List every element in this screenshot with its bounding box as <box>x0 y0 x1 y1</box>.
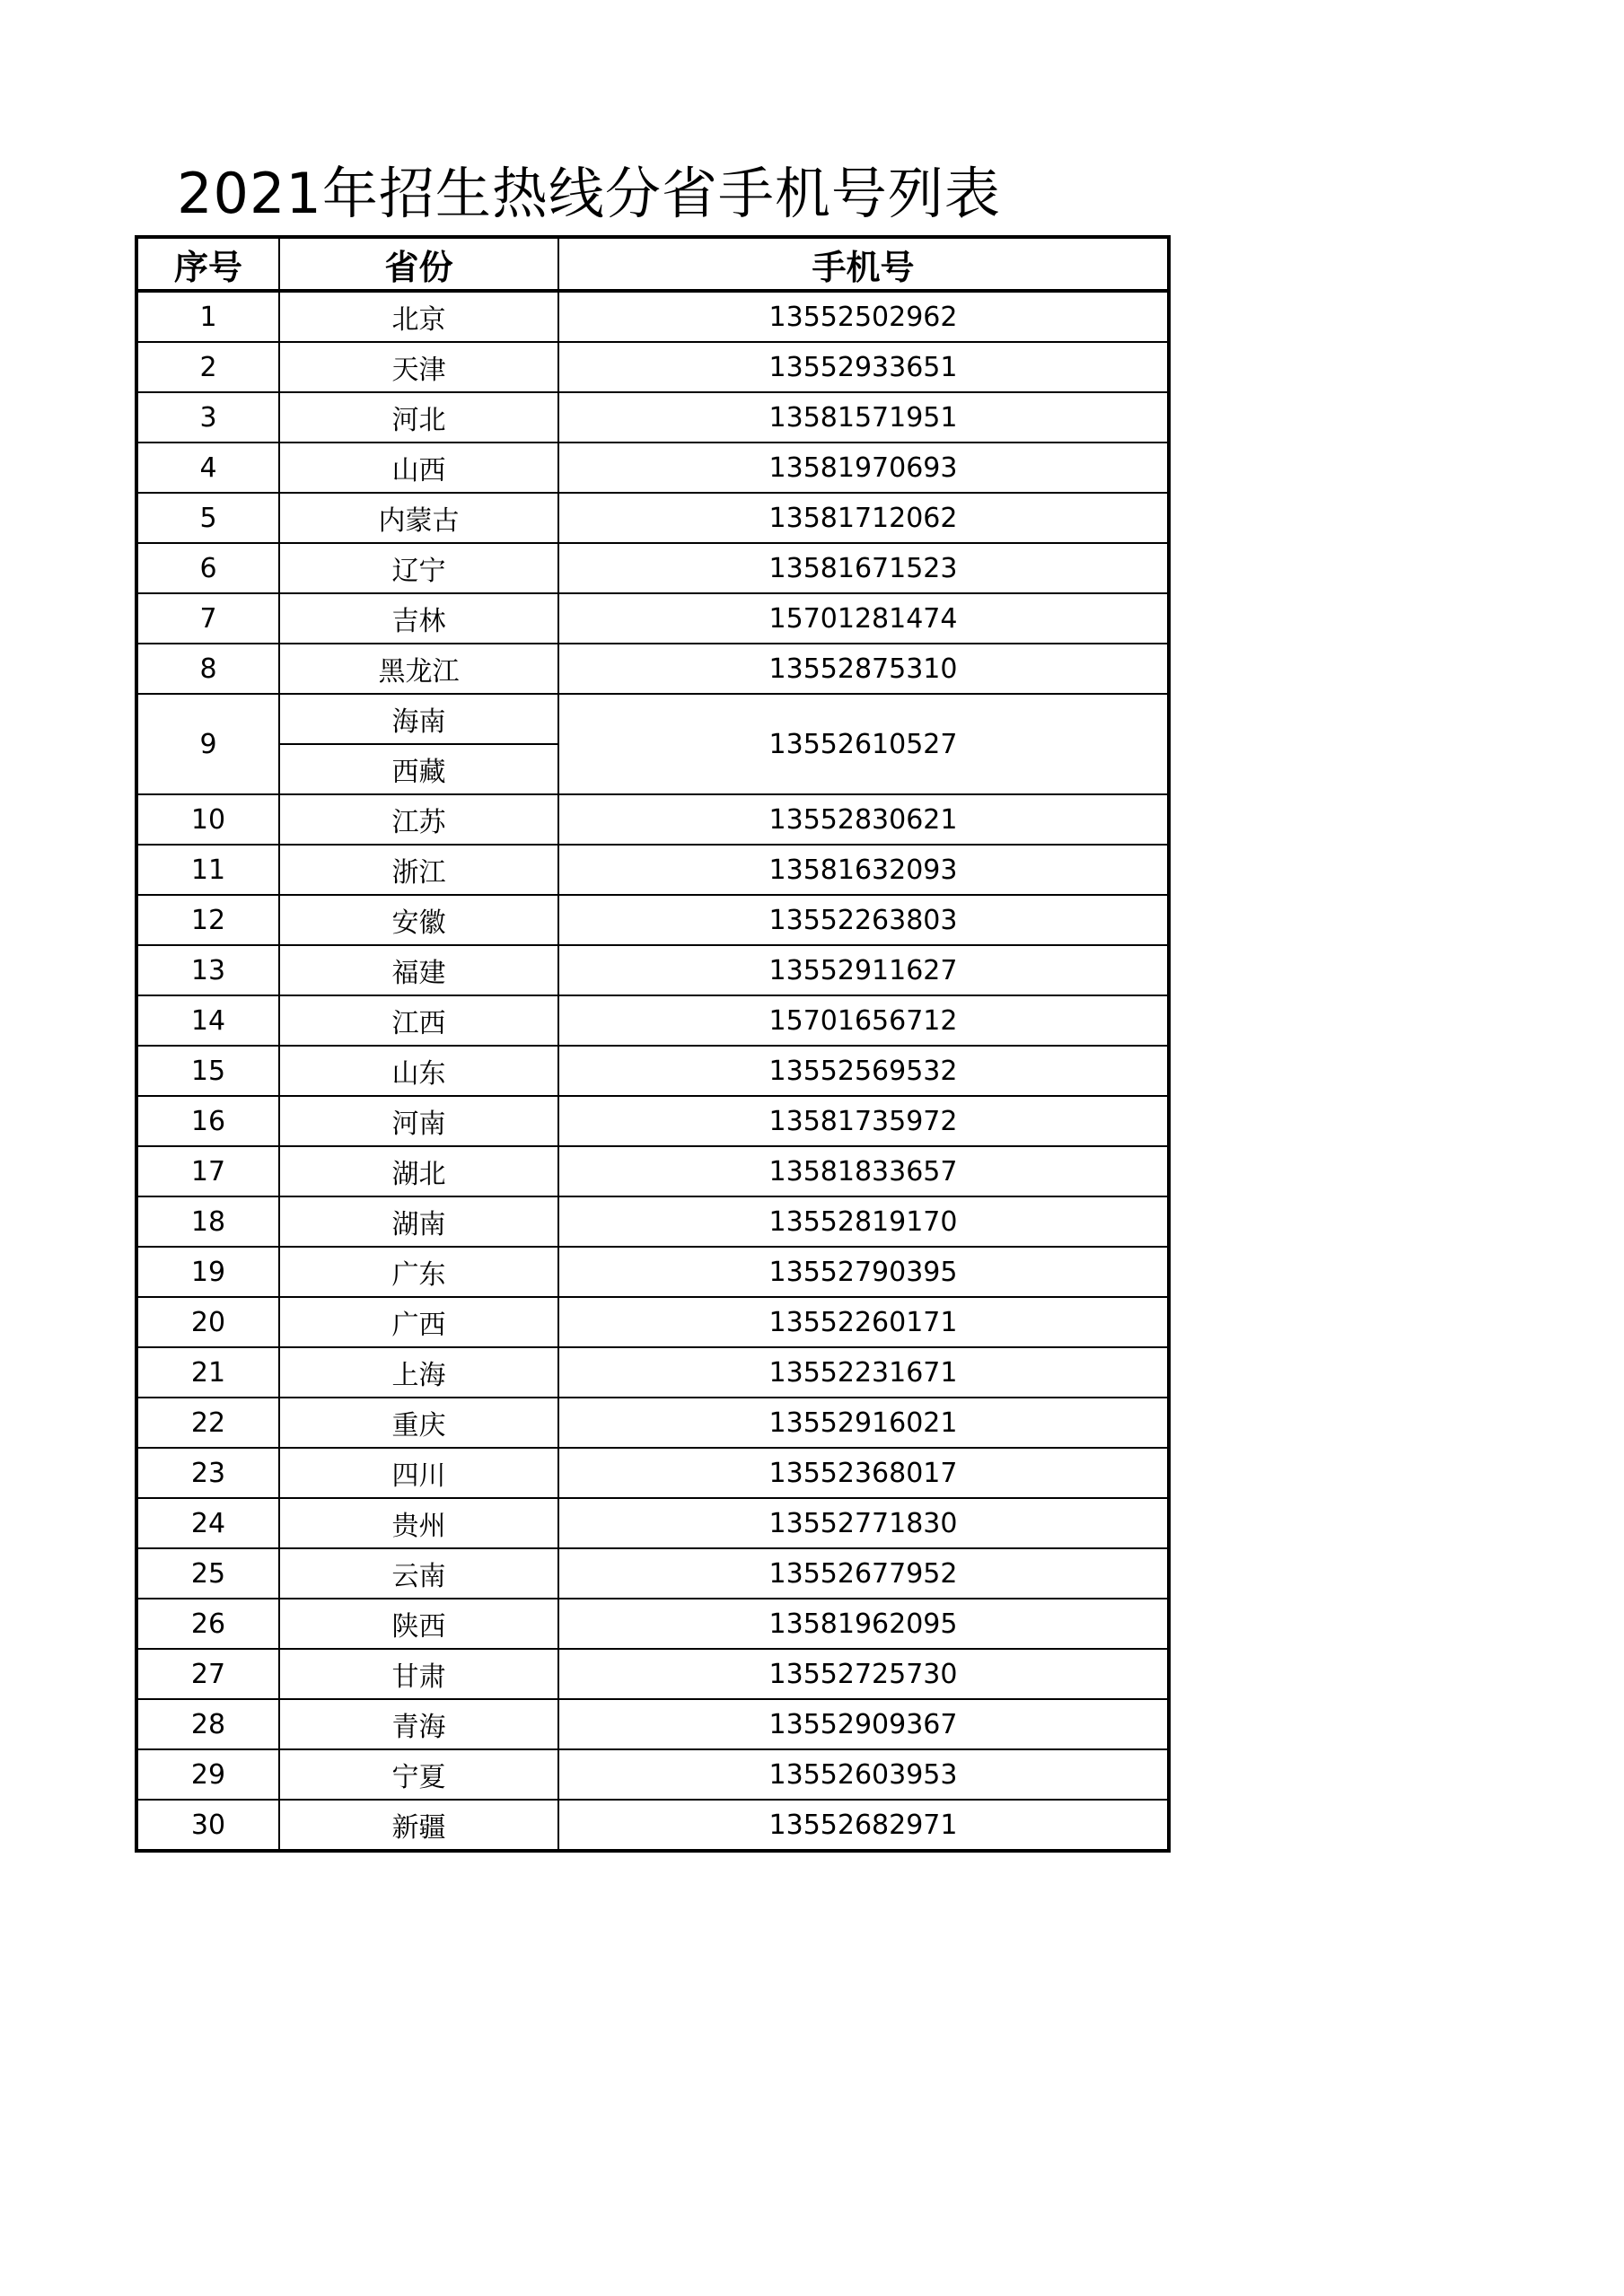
row-index: 21 <box>136 1347 279 1398</box>
row-phone: 13552790395 <box>558 1247 1169 1297</box>
table-row <box>136 1800 1169 1851</box>
row-province: 海南 <box>279 694 558 744</box>
row-province: 四川 <box>279 1448 558 1498</box>
row-province: 山东 <box>279 1046 558 1096</box>
row-index: 28 <box>136 1699 279 1749</box>
table-row <box>136 493 1169 543</box>
table-row <box>136 1146 1169 1196</box>
row-phone: 13552933651 <box>558 342 1169 392</box>
row-phone: 13581571951 <box>558 392 1169 443</box>
row-index: 26 <box>136 1599 279 1649</box>
row-province: 北京 <box>279 291 558 342</box>
table-row <box>136 1498 1169 1548</box>
row-phone: 13552725730 <box>558 1649 1169 1699</box>
row-phone: 13552260171 <box>558 1297 1169 1347</box>
table-row <box>136 543 1169 593</box>
row-phone: 13552263803 <box>558 895 1169 945</box>
row-province: 安徽 <box>279 895 558 945</box>
table-row <box>136 1649 1169 1699</box>
row-index: 24 <box>136 1498 279 1548</box>
row-province: 重庆 <box>279 1398 558 1448</box>
table-row <box>136 1196 1169 1247</box>
row-index: 14 <box>136 995 279 1046</box>
row-phone: 13581962095 <box>558 1599 1169 1649</box>
row-province: 浙江 <box>279 845 558 895</box>
row-province: 新疆 <box>279 1800 558 1851</box>
table-row <box>136 443 1169 493</box>
row-index: 27 <box>136 1649 279 1699</box>
row-index: 12 <box>136 895 279 945</box>
row-province: 湖南 <box>279 1196 558 1247</box>
row-phone: 13581632093 <box>558 845 1169 895</box>
row-province: 河北 <box>279 392 558 443</box>
table-row <box>136 1548 1169 1599</box>
row-phone: 15701656712 <box>558 995 1169 1046</box>
row-phone: 13581671523 <box>558 543 1169 593</box>
row-phone: 13552569532 <box>558 1046 1169 1096</box>
row-index: 10 <box>136 794 279 845</box>
table-row <box>136 1347 1169 1398</box>
table-row <box>136 1046 1169 1096</box>
table-row <box>136 342 1169 392</box>
table-row <box>136 845 1169 895</box>
row-phone: 13581735972 <box>558 1096 1169 1146</box>
row-province: 陕西 <box>279 1599 558 1649</box>
row-index: 22 <box>136 1398 279 1448</box>
row-phone: 13552368017 <box>558 1448 1169 1498</box>
header-phone: 手机号 <box>558 237 1169 291</box>
row-index: 7 <box>136 593 279 644</box>
row-province: 甘肃 <box>279 1649 558 1699</box>
row-index: 4 <box>136 443 279 493</box>
table-row <box>136 291 1169 342</box>
row-index: 3 <box>136 392 279 443</box>
row-phone: 13552603953 <box>558 1749 1169 1800</box>
row-index: 25 <box>136 1548 279 1599</box>
row-phone: 13581970693 <box>558 443 1169 493</box>
table-row <box>136 945 1169 995</box>
table-row <box>136 794 1169 845</box>
table-row <box>136 1297 1169 1347</box>
table-body <box>136 291 1169 1851</box>
row-index: 17 <box>136 1146 279 1196</box>
row-province: 云南 <box>279 1548 558 1599</box>
row-index: 16 <box>136 1096 279 1146</box>
row-index: 5 <box>136 493 279 543</box>
row-index: 23 <box>136 1448 279 1498</box>
row-province: 河南 <box>279 1096 558 1146</box>
row-phone: 15701281474 <box>558 593 1169 644</box>
row-index: 2 <box>136 342 279 392</box>
row-province: 宁夏 <box>279 1749 558 1800</box>
table-row <box>136 1247 1169 1297</box>
row-phone: 13552677952 <box>558 1548 1169 1599</box>
header-index: 序号 <box>136 237 279 291</box>
table-row <box>136 1448 1169 1498</box>
row-phone: 13552819170 <box>558 1196 1169 1247</box>
row-index: 1 <box>136 291 279 342</box>
row-province: 贵州 <box>279 1498 558 1548</box>
row-phone: 13552916021 <box>558 1398 1169 1448</box>
row-phone: 13552911627 <box>558 945 1169 995</box>
row-index: 13 <box>136 945 279 995</box>
table-header-row <box>136 237 1169 291</box>
row-province: 江苏 <box>279 794 558 845</box>
row-index: 6 <box>136 543 279 593</box>
row-phone: 13552682971 <box>558 1800 1169 1851</box>
row-index: 29 <box>136 1749 279 1800</box>
table-row <box>136 895 1169 945</box>
table-row <box>136 694 1169 744</box>
row-province: 广东 <box>279 1247 558 1297</box>
row-phone: 13552231671 <box>558 1347 1169 1398</box>
row-province: 天津 <box>279 342 558 392</box>
table-row <box>136 644 1169 694</box>
row-province: 山西 <box>279 443 558 493</box>
row-province: 西藏 <box>279 744 558 794</box>
row-phone: 13552502962 <box>558 291 1169 342</box>
row-phone: 13581712062 <box>558 493 1169 543</box>
row-index: 19 <box>136 1247 279 1297</box>
row-province: 辽宁 <box>279 543 558 593</box>
row-index: 20 <box>136 1297 279 1347</box>
row-phone: 13552771830 <box>558 1498 1169 1548</box>
row-index: 15 <box>136 1046 279 1096</box>
row-province: 吉林 <box>279 593 558 644</box>
row-phone: 13552830621 <box>558 794 1169 845</box>
row-phone: 13552875310 <box>558 644 1169 694</box>
row-province: 福建 <box>279 945 558 995</box>
row-province: 黑龙江 <box>279 644 558 694</box>
table-row <box>136 1398 1169 1448</box>
row-province: 青海 <box>279 1699 558 1749</box>
page-title: 2021年招生热线分省手机号列表 <box>177 161 1001 226</box>
table-row <box>136 1749 1169 1800</box>
row-phone: 13581833657 <box>558 1146 1169 1196</box>
table-row <box>136 1699 1169 1749</box>
table-row <box>136 995 1169 1046</box>
table-row <box>136 1599 1169 1649</box>
row-index: 18 <box>136 1196 279 1247</box>
row-province: 湖北 <box>279 1146 558 1196</box>
row-province: 上海 <box>279 1347 558 1398</box>
row-province: 江西 <box>279 995 558 1046</box>
row-phone: 13552610527 <box>558 694 1169 794</box>
header-province: 省份 <box>279 237 558 291</box>
row-index: 9 <box>136 694 279 794</box>
hotline-table <box>135 235 1171 1853</box>
table-row <box>136 392 1169 443</box>
row-province: 广西 <box>279 1297 558 1347</box>
row-province: 内蒙古 <box>279 493 558 543</box>
row-index: 8 <box>136 644 279 694</box>
table-row <box>136 1096 1169 1146</box>
row-phone: 13552909367 <box>558 1699 1169 1749</box>
table-row <box>136 593 1169 644</box>
row-index: 30 <box>136 1800 279 1851</box>
row-index: 11 <box>136 845 279 895</box>
